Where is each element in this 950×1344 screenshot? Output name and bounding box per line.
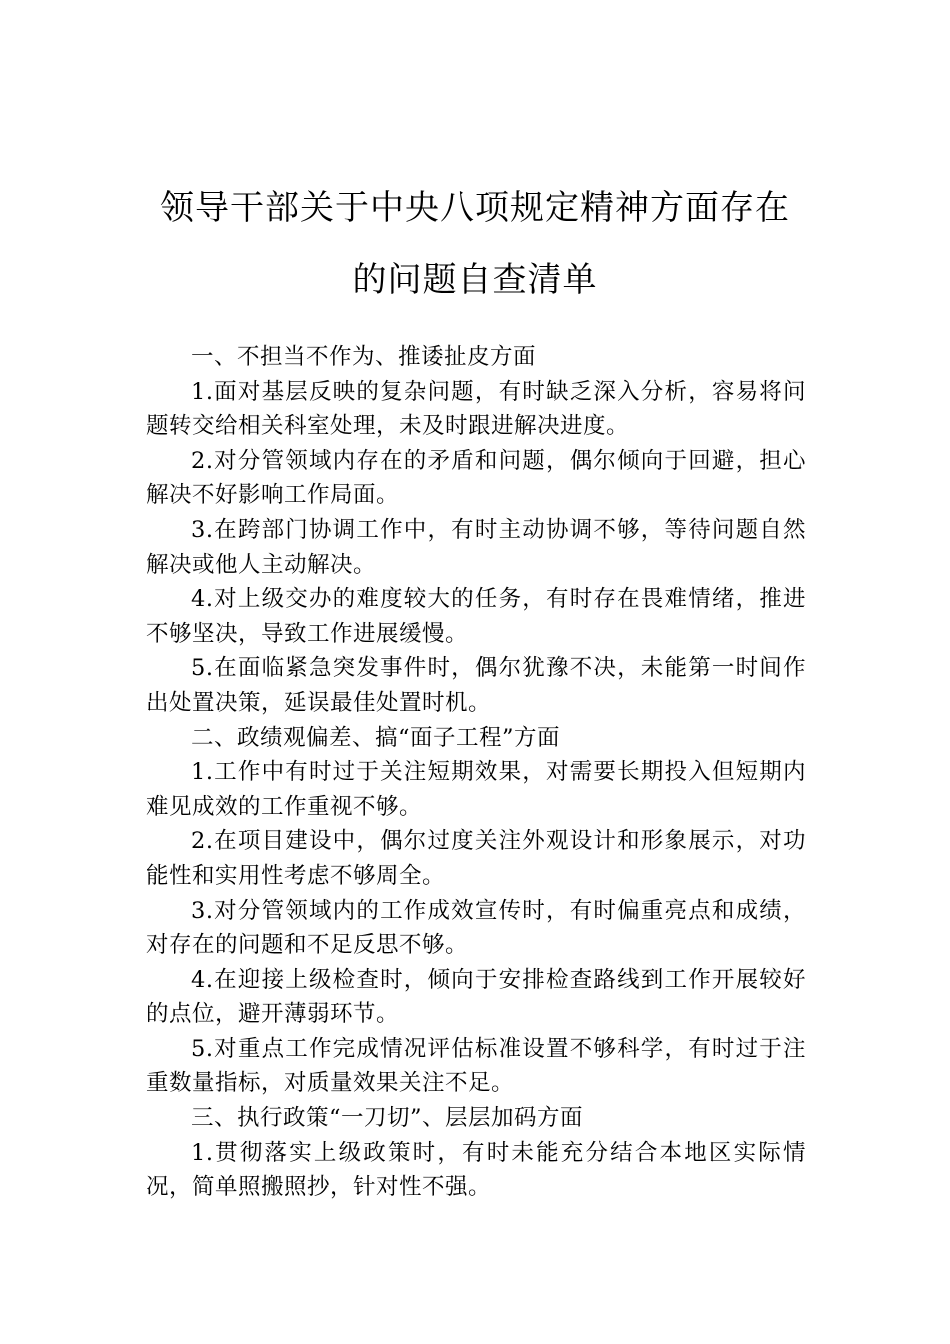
- paragraph: 4.对上级交办的难度较大的任务，有时存在畏难情绪，推进不够坚决，导致工作进展缓慢。: [146, 586, 806, 647]
- paragraph: 1.工作中有时过于关注短期效果，对需要长期投入但短期内难见成效的工作重视不够。: [146, 759, 806, 820]
- document-body: [146, 340, 806, 1205]
- paragraph: 2.对分管领域内存在的矛盾和问题，偶尔倾向于回避，担心解决不好影响工作局面。: [146, 447, 806, 509]
- paragraph: 2.在项目建设中，偶尔过度关注外观设计和形象展示，对功能性和实用性考虑不够周全。: [146, 828, 806, 889]
- section-heading-3: 三、执行政策“一刀切”、层层加码方面: [191, 1105, 584, 1132]
- section-heading-2: 二、政绩观偏差、搞“面子工程”方面: [191, 724, 561, 751]
- paragraph: 1.贯彻落实上级政策时，有时未能充分结合本地区实际情况，简单照搬照抄，针对性不强。: [146, 1139, 806, 1201]
- section-heading-1: 一、不担当不作为、推诿扯皮方面: [191, 344, 537, 370]
- paragraph: 5.对重点工作完成情况评估标准设置不够科学，有时过于注重数量指标，对质量效果关注不足。: [146, 1035, 806, 1097]
- paragraph: 3.在跨部门协调工作中，有时主动协调不够，等待问题自然解决或他人主动解决。: [146, 516, 806, 578]
- paragraph: 3.对分管领域内的工作成效宣传时，有时偏重亮点和成绩，对存在的问题和不足反思不够。: [146, 897, 806, 959]
- title-line-1: 领导干部关于中央八项规定精神方面存在: [160, 188, 790, 228]
- paragraph: 4.在迎接上级检查时，倾向于安排检查路线到工作开展较好的点位，避开薄弱环节。: [146, 966, 806, 1028]
- paragraph: 5.在面临紧急突发事件时，偶尔犹豫不决，未能第一时间作出处置决策，延误最佳处置时机。: [146, 655, 806, 716]
- document-title: [100, 172, 850, 316]
- paragraph: 1.面对基层反映的复杂问题，有时缺乏深入分析，容易将问题转交给相关科室处理，未及时跟进解决进度。: [146, 378, 806, 440]
- title-line-2: 的问题自查清单: [352, 260, 598, 300]
